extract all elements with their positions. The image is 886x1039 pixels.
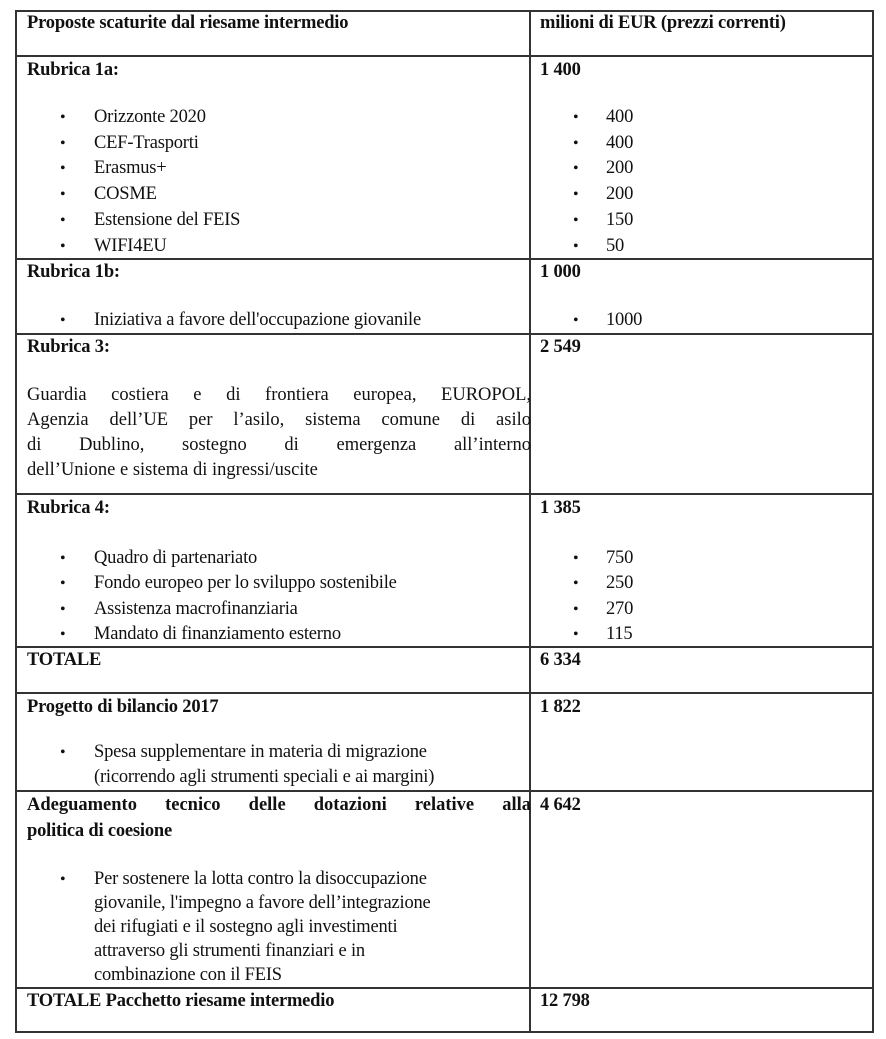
bullet-icon: •: [573, 160, 579, 177]
row-total-rubrica-3: 2 549: [540, 337, 581, 357]
column-divider: [529, 10, 531, 1033]
row-divider: [16, 692, 874, 694]
list-item-label: Iniziativa a favore dell'occupazione giovanile: [94, 310, 421, 330]
bullet-icon: •: [573, 626, 579, 643]
list-item-value: 1000: [606, 310, 643, 330]
bullet-icon: •: [573, 601, 579, 618]
row-title-rubrica-3: Rubrica 3:: [27, 337, 110, 357]
row-total-progetto: 1 822: [540, 697, 581, 717]
list-item-value: 200: [606, 184, 634, 204]
table-border-left: [15, 10, 17, 1033]
list-item-value: 270: [606, 599, 634, 619]
bullet-icon: •: [60, 186, 66, 203]
list-item-value: 150: [606, 210, 634, 230]
bullet-text-line: attraverso gli strumenti finanziari e in: [94, 941, 365, 961]
bullet-icon: •: [60, 626, 66, 643]
bullet-text-line: (ricorrendo agli strumenti speciali e ai margini): [94, 767, 435, 787]
row-total-totale: 6 334: [540, 650, 581, 670]
row-title-totale: TOTALE: [27, 650, 102, 670]
row-divider: [16, 333, 874, 335]
bullet-text-line: giovanile, l'impegno a favore dell’integrazione: [94, 893, 431, 913]
list-item-label: Mandato di finanziamento esterno: [94, 624, 341, 644]
list-item-value: 250: [606, 573, 634, 593]
bullet-icon: •: [60, 575, 66, 592]
row-total-rubrica-1a: 1 400: [540, 60, 581, 80]
list-item-value: 50: [606, 236, 625, 256]
list-item-label: CEF-Trasporti: [94, 133, 199, 153]
row-title-adeguamento-line: Adeguamento tecnico delle dotazioni relative alla: [27, 795, 531, 815]
list-item-label: WIFI4EU: [94, 236, 167, 256]
row-title-rubrica-1b: Rubrica 1b:: [27, 262, 120, 282]
row-title-rubrica-4: Rubrica 4:: [27, 498, 110, 518]
bullet-icon: •: [60, 109, 66, 126]
row-total-rubrica-1b: 1 000: [540, 262, 581, 282]
bullet-icon: •: [573, 212, 579, 229]
bullet-icon: •: [573, 109, 579, 126]
row-divider: [16, 55, 874, 57]
row-divider: [16, 493, 874, 495]
bullet-icon: •: [60, 238, 66, 255]
list-item-label: COSME: [94, 184, 157, 204]
bullet-text-line: combinazione con il FEIS: [94, 965, 282, 985]
list-item-label: Quadro di partenariato: [94, 548, 258, 568]
list-item-value: 750: [606, 548, 634, 568]
bullet-icon: •: [60, 550, 66, 567]
description-line: Guardia costiera e di frontiera europea, EUROPOL,: [27, 385, 531, 405]
bullet-icon: •: [60, 160, 66, 177]
bullet-icon: •: [573, 575, 579, 592]
bullet-icon: •: [573, 135, 579, 152]
bullet-text-line: Per sostenere la lotta contro la disoccupazione: [94, 869, 427, 889]
row-divider: [16, 790, 874, 792]
table-border-right: [872, 10, 874, 1033]
row-title-totale-pacchetto: TOTALE Pacchetto riesame intermedio: [27, 991, 335, 1011]
list-item-value: 200: [606, 158, 634, 178]
row-title-rubrica-1a: Rubrica 1a:: [27, 60, 119, 80]
bullet-icon: •: [573, 238, 579, 255]
list-item-label: Fondo europeo per lo sviluppo sostenibile: [94, 573, 397, 593]
bullet-icon: •: [60, 312, 66, 329]
row-title-adeguamento-line: politica di coesione: [27, 821, 173, 841]
list-item-label: Assistenza macrofinanziaria: [94, 599, 298, 619]
description-line: dell’Unione e sistema di ingressi/uscite: [27, 460, 318, 480]
bullet-icon: •: [60, 601, 66, 618]
description-line: Agenzia dell’UE per l’asilo, sistema comune di asilo: [27, 410, 531, 430]
list-item-label: Estensione del FEIS: [94, 210, 241, 230]
list-item-value: 400: [606, 133, 634, 153]
list-item-label: Orizzonte 2020: [94, 107, 206, 127]
row-total-totale-pacchetto: 12 798: [540, 991, 590, 1011]
bullet-text-line: dei rifugiati e il sostegno agli investimenti: [94, 917, 398, 937]
bullet-icon: •: [60, 135, 66, 152]
row-title-progetto: Progetto di bilancio 2017: [27, 697, 219, 717]
list-item-label: Erasmus+: [94, 158, 167, 178]
bullet-icon: •: [60, 871, 66, 888]
row-total-rubrica-4: 1 385: [540, 498, 581, 518]
bullet-icon: •: [60, 212, 66, 229]
header-col1: Proposte scaturite dal riesame intermedio: [27, 13, 349, 33]
description-line: di Dublino, sostegno di emergenza all’interno: [27, 435, 531, 455]
bullet-icon: •: [573, 312, 579, 329]
table-border-bottom: [16, 1031, 874, 1033]
header-col2: milioni di EUR (prezzi correnti): [540, 13, 786, 33]
list-item-value: 400: [606, 107, 634, 127]
bullet-text-line: Spesa supplementare in materia di migrazione: [94, 742, 427, 762]
row-total-adeguamento: 4 642: [540, 795, 581, 815]
bullet-icon: •: [60, 744, 66, 761]
bullet-icon: •: [573, 186, 579, 203]
bullet-icon: •: [573, 550, 579, 567]
list-item-value: 115: [606, 624, 633, 644]
